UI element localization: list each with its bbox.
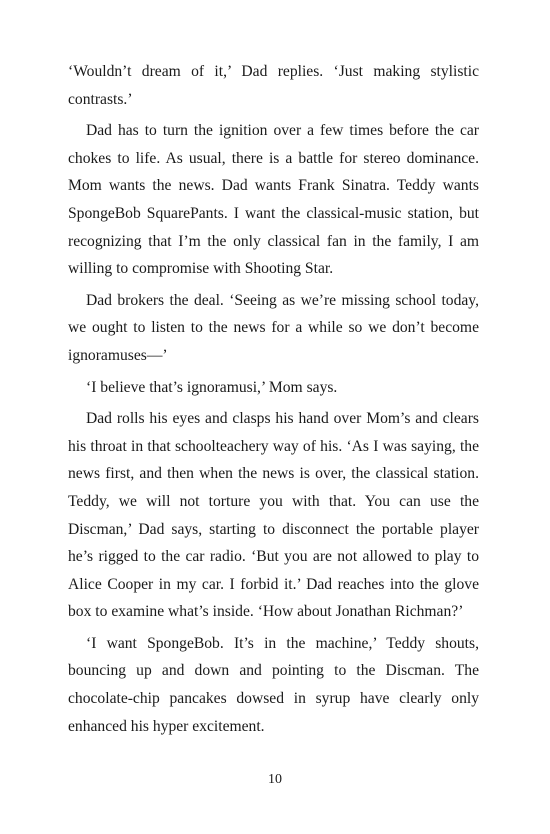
paragraph: ‘Wouldn’t dream of it,’ Dad replies. ‘Just making stylistic contrasts.’ bbox=[68, 63, 479, 108]
page-number: 10 bbox=[268, 772, 282, 787]
body-text bbox=[68, 58, 479, 744]
paragraph: ‘I want SpongeBob. It’s in the machine,’ Teddy shouts, bouncing up and down and pointing to the Discman. The chocolate-chip pancakes dowsed in syrup have clearly only enhanced his hyper excitement. bbox=[68, 634, 479, 735]
paragraph: Dad brokers the deal. ‘Seeing as we’re missing school today, we ought to listen to the news for a while so we don’t become ignoramuses—’ bbox=[68, 291, 479, 364]
paragraph: ‘I believe that’s ignoramusi,’ Mom says. bbox=[86, 378, 338, 396]
paragraph: Dad rolls his eyes and clasps his hand over Mom’s and clears his throat in that schoolteachery way of his. ‘As I was saying, the news first, and then when the news is over, the classical station. Teddy, we will not torture you with that. You can use the Discman,’ Dad says, starting to disconnect the portable player he’s rigged to the car radio. ‘But you are not allowed to play to Alice Cooper in my car. I forbid it.’ Dad reaches into the glove box to examine what’s inside. ‘How about Jonathan Richman?’ bbox=[68, 410, 479, 621]
paragraph: Dad has to turn the ignition over a few times before the car chokes to life. As usual, there is a battle for stereo dominance. Mom wants the news. Dad wants Frank Sinatra. Teddy wants SpongeBob SquarePants. I want the classical-music station, but recognizing that I’m the only classical fan in the family, I am willing to compromise with Shooting Star. bbox=[68, 122, 479, 278]
